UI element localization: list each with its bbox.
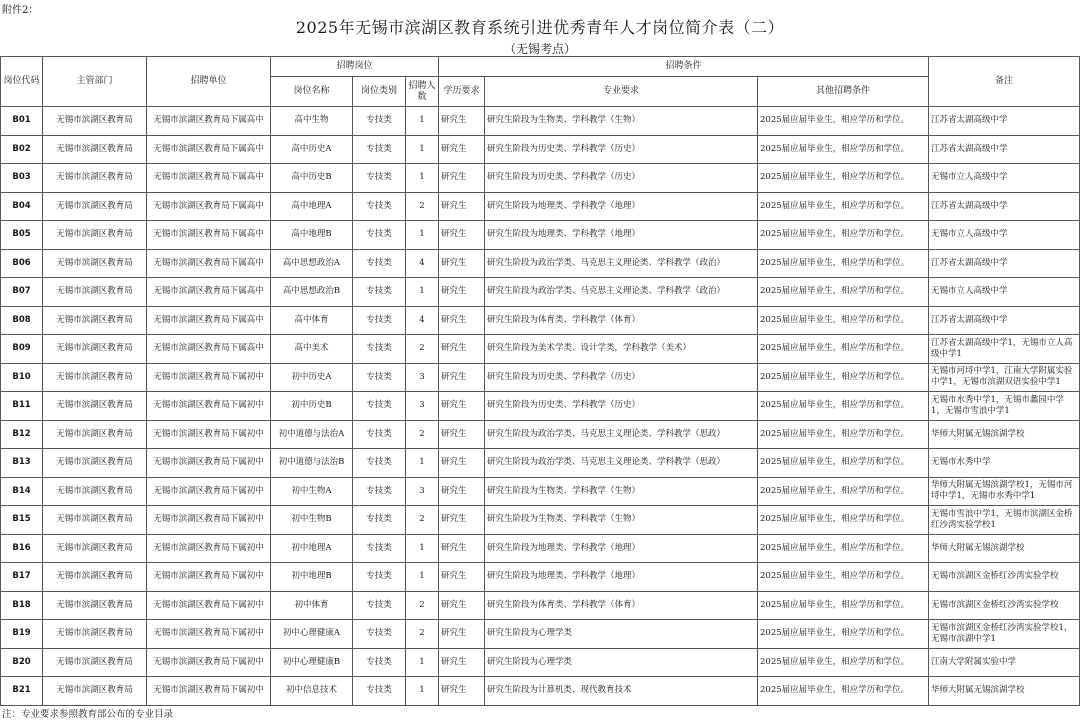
- cell-code: B21: [1, 677, 43, 706]
- cell-post-type: 专技类: [353, 648, 406, 677]
- cell-major: 研究生阶段为体育类、学科教学（体育）: [485, 306, 758, 335]
- cell-post-name: 高中历史A: [271, 135, 353, 164]
- cell-major: 研究生阶段为心理学类: [485, 620, 758, 649]
- cell-major: 研究生阶段为生物类、学科教学（生物）: [485, 477, 758, 506]
- cell-dept: 无锡市滨湖区教育局: [43, 620, 147, 649]
- table-row: [1, 335, 1080, 364]
- table-row: [1, 221, 1080, 250]
- cell-code: B11: [1, 392, 43, 421]
- table-row: [1, 107, 1080, 136]
- cell-post-type: 专技类: [353, 363, 406, 392]
- cell-other: 2025届应届毕业生，相应学历和学位。: [758, 420, 929, 449]
- cell-unit: 无锡市滨湖区教育局下属高中: [147, 278, 271, 307]
- cell-dept: 无锡市滨湖区教育局: [43, 420, 147, 449]
- cell-dept: 无锡市滨湖区教育局: [43, 135, 147, 164]
- cell-other: 2025届应届毕业生，相应学历和学位。: [758, 135, 929, 164]
- cell-other: 2025届应届毕业生，相应学历和学位。: [758, 620, 929, 649]
- cell-major: 研究生阶段为历史类、学科教学（历史）: [485, 392, 758, 421]
- cell-edu: 研究生: [439, 620, 485, 649]
- cell-dept: 无锡市滨湖区教育局: [43, 534, 147, 563]
- cell-unit: 无锡市滨湖区教育局下属高中: [147, 135, 271, 164]
- cell-count: 1: [406, 563, 439, 592]
- cell-note: 无锡市立人高级中学: [929, 278, 1080, 307]
- table-row: [1, 135, 1080, 164]
- cell-edu: 研究生: [439, 648, 485, 677]
- positions-table: [0, 56, 1080, 706]
- cell-post-name: 初中道德与法治A: [271, 420, 353, 449]
- cell-post-name: 初中心理健康B: [271, 648, 353, 677]
- cell-major: 研究生阶段为美术学类、设计学类，学科教学（美术）: [485, 335, 758, 364]
- table-row: [1, 620, 1080, 649]
- cell-dept: 无锡市滨湖区教育局: [43, 563, 147, 592]
- cell-unit: 无锡市滨湖区教育局下属初中: [147, 677, 271, 706]
- cell-other: 2025届应届毕业生，相应学历和学位。: [758, 278, 929, 307]
- cell-major: 研究生阶段为政治学类、马克思主义理论类、学科教学（思政）: [485, 420, 758, 449]
- cell-other: 2025届应届毕业生，相应学历和学位。: [758, 335, 929, 364]
- cell-code: B01: [1, 107, 43, 136]
- cell-note: 无锡市滨湖区金桥红沙湾实验学校: [929, 563, 1080, 592]
- cell-post-type: 专技类: [353, 249, 406, 278]
- cell-note: 无锡市立人高级中学: [929, 164, 1080, 193]
- cell-major: 研究生阶段为地理类、学科教学（地理）: [485, 534, 758, 563]
- cell-other: 2025届应届毕业生，相应学历和学位。: [758, 107, 929, 136]
- cell-post-name: 初中道德与法治B: [271, 449, 353, 478]
- table-row: [1, 392, 1080, 421]
- cell-count: 3: [406, 392, 439, 421]
- cell-count: 1: [406, 278, 439, 307]
- cell-code: B07: [1, 278, 43, 307]
- table-row: [1, 164, 1080, 193]
- table-row: [1, 591, 1080, 620]
- cell-edu: 研究生: [439, 221, 485, 250]
- cell-edu: 研究生: [439, 164, 485, 193]
- cell-dept: 无锡市滨湖区教育局: [43, 107, 147, 136]
- cell-note: 江苏省太湖高级中学: [929, 135, 1080, 164]
- header-count: 招聘人数: [406, 77, 439, 107]
- cell-dept: 无锡市滨湖区教育局: [43, 477, 147, 506]
- cell-count: 1: [406, 648, 439, 677]
- header-unit: 招聘单位: [147, 57, 271, 107]
- cell-code: B05: [1, 221, 43, 250]
- cell-post-type: 专技类: [353, 306, 406, 335]
- cell-unit: 无锡市滨湖区教育局下属初中: [147, 477, 271, 506]
- cell-count: 4: [406, 249, 439, 278]
- cell-post-type: 专技类: [353, 135, 406, 164]
- table-row: [1, 534, 1080, 563]
- cell-post-type: 专技类: [353, 449, 406, 478]
- cell-other: 2025届应届毕业生，相应学历和学位。: [758, 192, 929, 221]
- cell-note: 华师大附属无锡滨湖学校: [929, 420, 1080, 449]
- cell-code: B19: [1, 620, 43, 649]
- table-row: [1, 363, 1080, 392]
- cell-code: B16: [1, 534, 43, 563]
- cell-unit: 无锡市滨湖区教育局下属高中: [147, 192, 271, 221]
- cell-edu: 研究生: [439, 392, 485, 421]
- cell-other: 2025届应届毕业生，相应学历和学位。: [758, 534, 929, 563]
- cell-major: 研究生阶段为生物类、学科教学（生物）: [485, 506, 758, 535]
- cell-post-type: 专技类: [353, 107, 406, 136]
- table-row: [1, 249, 1080, 278]
- cell-major: 研究生阶段为地理类、学科教学（地理）: [485, 192, 758, 221]
- header-group-post: 招聘岗位: [271, 57, 439, 77]
- cell-code: B13: [1, 449, 43, 478]
- cell-post-type: 专技类: [353, 534, 406, 563]
- cell-unit: 无锡市滨湖区教育局下属初中: [147, 392, 271, 421]
- cell-other: 2025届应届毕业生，相应学历和学位。: [758, 164, 929, 193]
- table-row: [1, 563, 1080, 592]
- cell-code: B10: [1, 363, 43, 392]
- cell-post-type: 专技类: [353, 591, 406, 620]
- cell-edu: 研究生: [439, 107, 485, 136]
- cell-dept: 无锡市滨湖区教育局: [43, 278, 147, 307]
- cell-major: 研究生阶段为历史类、学科教学（历史）: [485, 363, 758, 392]
- cell-dept: 无锡市滨湖区教育局: [43, 449, 147, 478]
- cell-count: 1: [406, 164, 439, 193]
- cell-dept: 无锡市滨湖区教育局: [43, 392, 147, 421]
- header-group-cond: 招聘条件: [439, 57, 929, 77]
- cell-count: 2: [406, 506, 439, 535]
- header-post-name: 岗位名称: [271, 77, 353, 107]
- table-row: [1, 306, 1080, 335]
- cell-other: 2025届应届毕业生，相应学历和学位。: [758, 591, 929, 620]
- cell-unit: 无锡市滨湖区教育局下属初中: [147, 506, 271, 535]
- cell-note: 江苏省太湖高级中学: [929, 192, 1080, 221]
- cell-major: 研究生阶段为计算机类、现代教育技术: [485, 677, 758, 706]
- footnote: 注：专业要求参照教育部公布的专业目录: [2, 709, 174, 720]
- cell-dept: 无锡市滨湖区教育局: [43, 506, 147, 535]
- cell-other: 2025届应届毕业生，相应学历和学位。: [758, 249, 929, 278]
- cell-note: 无锡市滨湖区金桥红沙湾实验学校1，无锡市滨湖中学1: [929, 620, 1080, 649]
- cell-note: 无锡市河埒中学1，江南大学附属实验中学1，无锡市滨湖双语实验中学1: [929, 363, 1080, 392]
- cell-note: 无锡市水秀中学: [929, 449, 1080, 478]
- header-code: 岗位代码: [1, 57, 43, 107]
- cell-count: 2: [406, 591, 439, 620]
- table-row: [1, 420, 1080, 449]
- cell-edu: 研究生: [439, 591, 485, 620]
- cell-unit: 无锡市滨湖区教育局下属高中: [147, 335, 271, 364]
- cell-edu: 研究生: [439, 135, 485, 164]
- cell-note: 无锡市滨湖区金桥红沙湾实验学校: [929, 591, 1080, 620]
- cell-note: 江苏省太湖高级中学1，无锡市立人高级中学1: [929, 335, 1080, 364]
- cell-edu: 研究生: [439, 563, 485, 592]
- cell-code: B14: [1, 477, 43, 506]
- cell-dept: 无锡市滨湖区教育局: [43, 648, 147, 677]
- header-note: 备注: [929, 57, 1080, 107]
- cell-other: 2025届应届毕业生，相应学历和学位。: [758, 477, 929, 506]
- table-row: [1, 449, 1080, 478]
- cell-code: B03: [1, 164, 43, 193]
- cell-note: 华师大附属无锡滨湖学校1，无锡市河埒中学1，无锡市水秀中学1: [929, 477, 1080, 506]
- cell-edu: 研究生: [439, 249, 485, 278]
- cell-dept: 无锡市滨湖区教育局: [43, 306, 147, 335]
- cell-edu: 研究生: [439, 534, 485, 563]
- cell-code: B04: [1, 192, 43, 221]
- cell-post-name: 初中心理健康A: [271, 620, 353, 649]
- cell-other: 2025届应届毕业生，相应学历和学位。: [758, 221, 929, 250]
- cell-code: B15: [1, 506, 43, 535]
- cell-unit: 无锡市滨湖区教育局下属高中: [147, 306, 271, 335]
- header-other: 其他招聘条件: [758, 77, 929, 107]
- cell-dept: 无锡市滨湖区教育局: [43, 335, 147, 364]
- cell-major: 研究生阶段为政治学类、马克思主义理论类、学科教学（政治）: [485, 249, 758, 278]
- cell-note: 江苏省太湖高级中学: [929, 249, 1080, 278]
- cell-post-name: 初中历史B: [271, 392, 353, 421]
- cell-post-name: 高中思想政治A: [271, 249, 353, 278]
- cell-major: 研究生阶段为心理学类: [485, 648, 758, 677]
- cell-post-name: 初中历史A: [271, 363, 353, 392]
- cell-post-type: 专技类: [353, 420, 406, 449]
- cell-post-name: 初中体育: [271, 591, 353, 620]
- cell-other: 2025届应届毕业生，相应学历和学位。: [758, 563, 929, 592]
- cell-other: 2025届应届毕业生，相应学历和学位。: [758, 363, 929, 392]
- cell-edu: 研究生: [439, 363, 485, 392]
- cell-other: 2025届应届毕业生，相应学历和学位。: [758, 506, 929, 535]
- cell-count: 3: [406, 477, 439, 506]
- cell-count: 1: [406, 534, 439, 563]
- table-row: [1, 192, 1080, 221]
- cell-unit: 无锡市滨湖区教育局下属初中: [147, 648, 271, 677]
- header-dept: 主管部门: [43, 57, 147, 107]
- header-edu: 学历要求: [439, 77, 485, 107]
- cell-post-name: 初中地理A: [271, 534, 353, 563]
- cell-edu: 研究生: [439, 192, 485, 221]
- cell-dept: 无锡市滨湖区教育局: [43, 677, 147, 706]
- table-row: [1, 477, 1080, 506]
- table-row: [1, 506, 1080, 535]
- cell-count: 1: [406, 677, 439, 706]
- cell-post-type: 专技类: [353, 677, 406, 706]
- cell-dept: 无锡市滨湖区教育局: [43, 192, 147, 221]
- header-major: 专业要求: [485, 77, 758, 107]
- cell-post-type: 专技类: [353, 278, 406, 307]
- cell-note: 江南大学附属实验中学: [929, 648, 1080, 677]
- cell-code: B02: [1, 135, 43, 164]
- cell-unit: 无锡市滨湖区教育局下属初中: [147, 591, 271, 620]
- cell-count: 2: [406, 192, 439, 221]
- cell-other: 2025届应届毕业生，相应学历和学位。: [758, 449, 929, 478]
- cell-count: 1: [406, 221, 439, 250]
- cell-major: 研究生阶段为地理类、学科教学（地理）: [485, 221, 758, 250]
- cell-code: B20: [1, 648, 43, 677]
- document-title: 2025年无锡市滨湖区教育系统引进优秀青年人才岗位简介表（二）: [295, 18, 785, 37]
- cell-post-name: 初中生物A: [271, 477, 353, 506]
- cell-post-type: 专技类: [353, 392, 406, 421]
- cell-unit: 无锡市滨湖区教育局下属初中: [147, 563, 271, 592]
- cell-post-name: 高中地理A: [271, 192, 353, 221]
- cell-unit: 无锡市滨湖区教育局下属高中: [147, 107, 271, 136]
- cell-edu: 研究生: [439, 677, 485, 706]
- cell-major: 研究生阶段为历史类、学科教学（历史）: [485, 164, 758, 193]
- cell-other: 2025届应届毕业生，相应学历和学位。: [758, 677, 929, 706]
- cell-unit: 无锡市滨湖区教育局下属初中: [147, 420, 271, 449]
- cell-dept: 无锡市滨湖区教育局: [43, 164, 147, 193]
- cell-code: B06: [1, 249, 43, 278]
- cell-other: 2025届应届毕业生，相应学历和学位。: [758, 306, 929, 335]
- cell-post-name: 高中美术: [271, 335, 353, 364]
- cell-note: 无锡市立人高级中学: [929, 221, 1080, 250]
- cell-post-type: 专技类: [353, 563, 406, 592]
- document-subtitle: （无锡考点）: [503, 42, 576, 56]
- cell-edu: 研究生: [439, 335, 485, 364]
- cell-major: 研究生阶段为历史类、学科教学（历史）: [485, 135, 758, 164]
- cell-count: 2: [406, 335, 439, 364]
- table-row: [1, 648, 1080, 677]
- cell-unit: 无锡市滨湖区教育局下属初中: [147, 534, 271, 563]
- cell-post-name: 初中信息技术: [271, 677, 353, 706]
- cell-dept: 无锡市滨湖区教育局: [43, 591, 147, 620]
- cell-unit: 无锡市滨湖区教育局下属初中: [147, 449, 271, 478]
- cell-post-name: 高中历史B: [271, 164, 353, 193]
- cell-dept: 无锡市滨湖区教育局: [43, 249, 147, 278]
- cell-edu: 研究生: [439, 449, 485, 478]
- cell-code: B18: [1, 591, 43, 620]
- cell-unit: 无锡市滨湖区教育局下属高中: [147, 249, 271, 278]
- cell-note: 华师大附属无锡滨湖学校: [929, 677, 1080, 706]
- cell-major: 研究生阶段为生物类、学科教学（生物）: [485, 107, 758, 136]
- cell-post-type: 专技类: [353, 506, 406, 535]
- cell-dept: 无锡市滨湖区教育局: [43, 363, 147, 392]
- cell-count: 4: [406, 306, 439, 335]
- cell-post-type: 专技类: [353, 477, 406, 506]
- table-body: [1, 107, 1080, 706]
- cell-major: 研究生阶段为政治学类、马克思主义理论类、学科教学（思政）: [485, 449, 758, 478]
- cell-unit: 无锡市滨湖区教育局下属高中: [147, 221, 271, 250]
- attachment-label: 附件2：: [2, 5, 39, 16]
- cell-count: 3: [406, 363, 439, 392]
- cell-edu: 研究生: [439, 278, 485, 307]
- cell-unit: 无锡市滨湖区教育局下属高中: [147, 164, 271, 193]
- cell-post-type: 专技类: [353, 335, 406, 364]
- cell-dept: 无锡市滨湖区教育局: [43, 221, 147, 250]
- cell-code: B09: [1, 335, 43, 364]
- cell-edu: 研究生: [439, 420, 485, 449]
- cell-note: 江苏省太湖高级中学: [929, 107, 1080, 136]
- cell-post-name: 高中思想政治B: [271, 278, 353, 307]
- cell-other: 2025届应届毕业生，相应学历和学位。: [758, 392, 929, 421]
- cell-edu: 研究生: [439, 477, 485, 506]
- cell-post-type: 专技类: [353, 192, 406, 221]
- cell-post-type: 专技类: [353, 221, 406, 250]
- table-row: [1, 278, 1080, 307]
- cell-post-type: 专技类: [353, 620, 406, 649]
- cell-count: 1: [406, 449, 439, 478]
- cell-note: 无锡市雪浪中学1，无锡市滨湖区金桥红沙湾实验学校1: [929, 506, 1080, 535]
- cell-count: 2: [406, 620, 439, 649]
- cell-count: 2: [406, 420, 439, 449]
- cell-major: 研究生阶段为地理类、学科教学（地理）: [485, 563, 758, 592]
- cell-count: 1: [406, 135, 439, 164]
- cell-note: 江苏省太湖高级中学: [929, 306, 1080, 335]
- cell-post-name: 高中生物: [271, 107, 353, 136]
- cell-post-name: 高中地理B: [271, 221, 353, 250]
- cell-note: 华师大附属无锡滨湖学校: [929, 534, 1080, 563]
- cell-post-type: 专技类: [353, 164, 406, 193]
- cell-code: B12: [1, 420, 43, 449]
- cell-code: B17: [1, 563, 43, 592]
- header-post-type: 岗位类别: [353, 77, 406, 107]
- cell-major: 研究生阶段为政治学类、马克思主义理论类、学科教学（政治）: [485, 278, 758, 307]
- cell-post-name: 初中生物B: [271, 506, 353, 535]
- cell-unit: 无锡市滨湖区教育局下属初中: [147, 363, 271, 392]
- cell-major: 研究生阶段为体育类、学科教学（体育）: [485, 591, 758, 620]
- cell-post-name: 初中地理B: [271, 563, 353, 592]
- table-row: [1, 677, 1080, 706]
- cell-unit: 无锡市滨湖区教育局下属初中: [147, 620, 271, 649]
- cell-code: B08: [1, 306, 43, 335]
- cell-other: 2025届应届毕业生，相应学历和学位。: [758, 648, 929, 677]
- cell-note: 无锡市水秀中学1，无锡市蠡园中学1，无锡市雪浪中学1: [929, 392, 1080, 421]
- cell-edu: 研究生: [439, 506, 485, 535]
- cell-count: 1: [406, 107, 439, 136]
- cell-post-name: 高中体育: [271, 306, 353, 335]
- cell-edu: 研究生: [439, 306, 485, 335]
